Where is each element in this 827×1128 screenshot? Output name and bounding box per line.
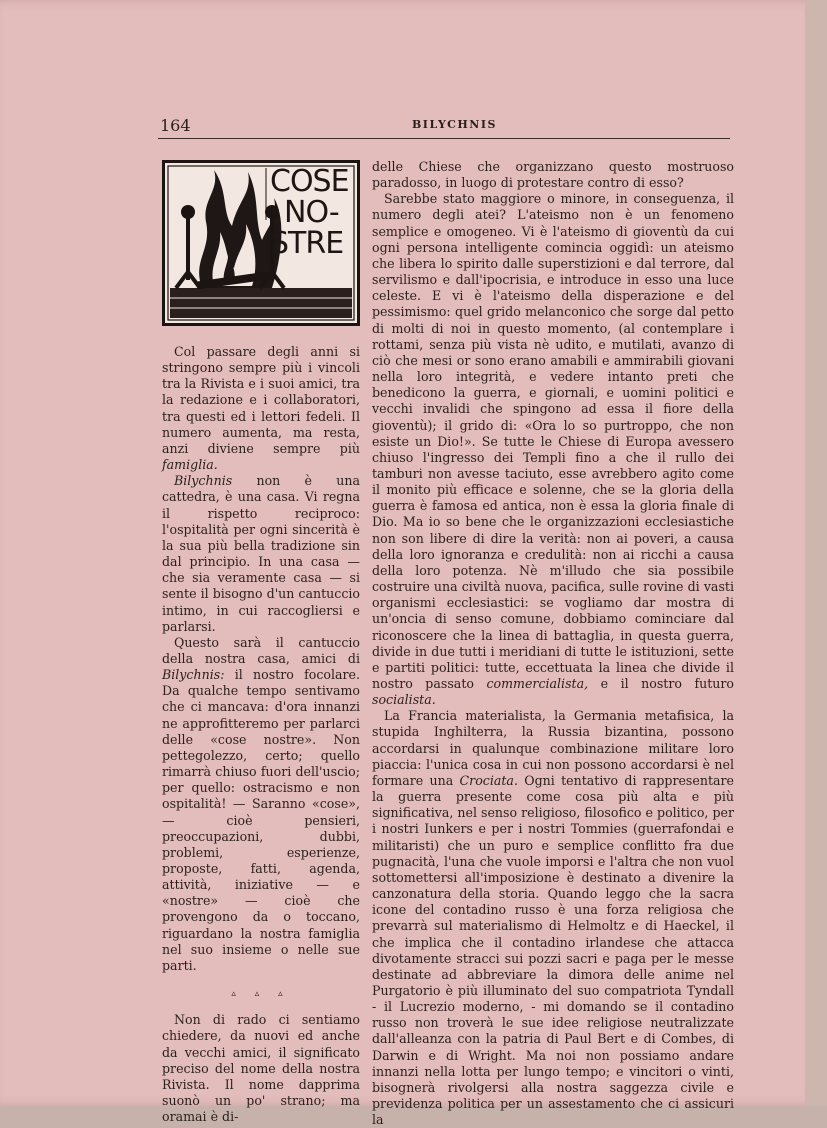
section-ornament: ▵ ▵ ▵ bbox=[231, 989, 291, 1000]
emphasis: Crociata. bbox=[459, 772, 518, 788]
emphasis: Bilychnis: bbox=[162, 667, 225, 683]
text-run: non è una cattedra, è una casa. Vi regna il rispetto reciproco: l'ospitalità per ogni sincerità è la sua più bella tradizione sin dal principio. In una casa — che sia veramente casa — si sente il bisogno d'un cantuccio intimo, in cui raccogliersi e parlarsi. bbox=[162, 473, 360, 634]
emphasis: socialista. bbox=[372, 692, 436, 708]
text-run: Col passare degli anni si stringono sempre più i vincoli tra la Rivista e i suoi amici, tra la redazione e i collaboratori, tra questi ed i lettori fedeli. Il numero aumenta, ma resta, anzi diviene sempre più bbox=[162, 344, 360, 456]
emblem-title-line: STRE bbox=[270, 226, 344, 261]
emblem-title bbox=[270, 166, 356, 259]
text-run: La Francia materialista, la Germania metafisica, la stupida Inghilterra, la Russia bizantina, possono accordarsi in qualunque combinazione militare loro piaccia: l'unica cosa in cui non possono accordarsi è nel formare una bbox=[372, 708, 734, 788]
paragraph: delle Chiese che organizzano questo mostruoso paradosso, in luogo di protestare contro di esso? bbox=[372, 159, 734, 191]
right-column bbox=[372, 159, 734, 1128]
paragraph: Non di rado ci sentiamo chiedere, da nuovi ed anche da vecchi amici, il significato preciso del nome della nostra Rivista. Il nome dapprima suonò un po' strano; ma oramai è di- bbox=[162, 1012, 360, 1125]
text-run: e il nostro futuro bbox=[588, 676, 734, 691]
text-run: Sarebbe stato maggiore o minore, in conseguenza, il numero degli atei? L'ateismo non è un fenomeno semplice e omogeneo. Vi è l'ateismo di gioventù da cui ogni persona intelligente comincia oggidì: un ateismo che libera lo spirito dalle superstizioni e dal terrore, dal servilismo e dall'ipocrisia, e introduce in esso una luce celeste. E vi è l'ateismo della disperazione e del pessimismo: quel grido melanconico che sorge dal petto di molti di noi in questo momento, (al contemplare i rottami, senza più vista nè udito, e mutilati, avanzo di ciò che mesi or sono erano amabili e ammirabili giovani nella loro integrità, e vedere intanto preti che benedicono la guerra, e giornali, e uomini politici e vecchi invalidi che spingono ad essa il fiore della gioventù); il grido di: «Ora lo so purtroppo, che non esiste un Dio!». Se tutte le Chiese di Europa avessero chiuso l'ingresso dei Templi fino a che il rullo dei tamburi non avesse taciuto, esse avrebbero agito come il monito più efficace e solenne, che se la gloria della guerra è famosa ed antica, non è essa la gloria finale di Dio. Ma io so bene che le organizzazioni ecclesiastiche non son libere di dire la verità: non ai poveri, a causa della loro ignoranza e credulità: non ai ricchi a causa della loro potenza. Nè m'illudo che sia possibile costruire una civiltà nuova, pacifica, sulle rovine di vasti organismi ecclesiastici: se vogliamo dar mostra di un'oncia di senso comune, dobbiamo cominciare dal riconoscere che la linea di battaglia, in questa guerra, divide in due tutti i meridiani di tutte le istituzioni, sette e partiti politici: tutte, eccettuata la linea che divide il nostro passato bbox=[372, 191, 734, 691]
emphasis: famiglia. bbox=[162, 457, 218, 473]
emphasis: commercialista, bbox=[486, 676, 589, 691]
paragraph bbox=[372, 191, 734, 708]
text-run: Ogni tentativo di rappresentare la guerra presente come cosa più alta e più significativa, nel senso religioso, filosofico e politico, per i nostri Iunkers e per i nostri Tommies (guerrafondai e militaristi) che un puro e semplice conflitto fra due pugnacità, l'una che vuole imporsi e l'altra che non vuol sottomettersi all'imposizione è destinato a divenire la canzonatura della storia. Quando leggo che la sacra icone del contadino russo è una forza religiosa che prevarrà sul materialismo di Helmoltz e di Haeckel, il che implica che il contadino irlandese che attacca divotamente stracci sui pozzi sacri e paga per le messe destinate ad abbreviare la dimora delle anime nel Purgatorio è più illuminato del suo compatriota Tyndall - il Lucrezio moderno, - mi domando se il contadino russo non troverà le sue idee religiose neutralizzate dall'alleanza con la patria di Paul Bert e di Combes, di Darwin e di Wright. Ma noi non possiamo andare innanzi nella lotta per lungo tempo; e vincitori o vinti, bisognerà rivolgersi alla nostra saggezza civile e previdenza politica per un assestamento che ci assicuri la bbox=[372, 772, 734, 1128]
emblem-title-line: NO- bbox=[284, 195, 339, 230]
paragraph bbox=[162, 344, 360, 473]
page-header bbox=[158, 116, 730, 138]
left-column bbox=[162, 344, 360, 1125]
text-run: Questo sarà il cantuccio della nostra casa, amici di bbox=[162, 634, 360, 666]
emblem-title-line: COSE bbox=[270, 164, 349, 199]
paragraph bbox=[162, 473, 360, 635]
running-head: BILYCHNIS bbox=[412, 118, 497, 131]
header-rule bbox=[158, 138, 730, 139]
emphasis: Bilychnis bbox=[174, 473, 233, 489]
paragraph bbox=[372, 708, 734, 1128]
page-edge bbox=[805, 0, 827, 1106]
text-run: il nostro focolare. Da qualche tempo sentivamo che ci mancava: d'ora innanzi ne approfitteremo per parlarci delle «cose nostre». Non pettegolezzo, certo; quello rimarrà chiuso fuori dell'uscio; per quello: ostracismo e non ospitalità! — Saranno «cose», — cioè pensieri, preoccupazioni, dubbi, problemi, esperienze, proposte, fatti, agenda, attività, iniziative — e «nostre» — cioè che provengono da o toccano, riguardano la nostra famiglia nel suo insieme o nelle sue parti. bbox=[162, 667, 360, 973]
paragraph bbox=[162, 635, 360, 974]
page-number: 164 bbox=[160, 116, 191, 135]
